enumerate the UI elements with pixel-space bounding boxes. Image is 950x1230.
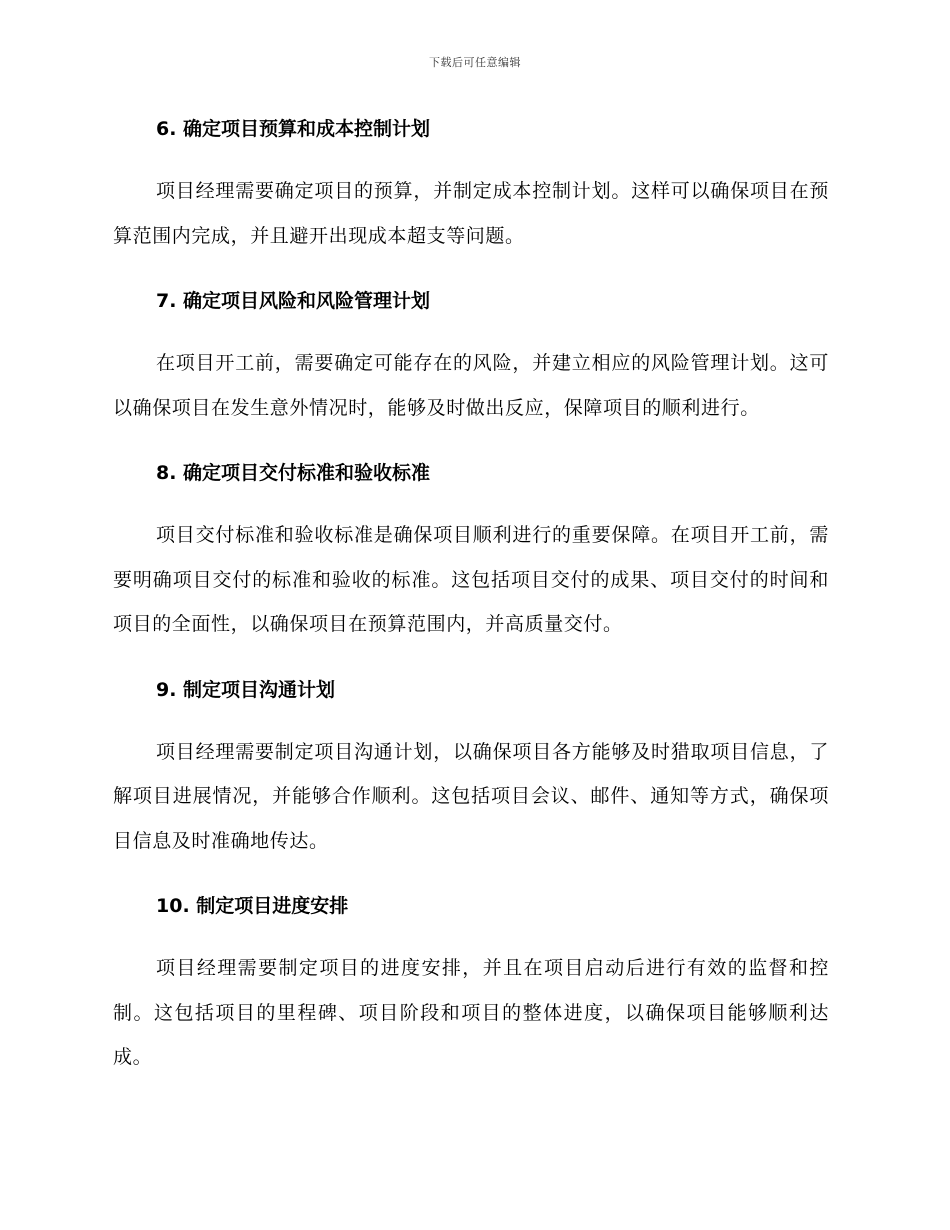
section-paragraph: 项目经理需要确定项目的预算，并制定成本控制计划。这样可以确保项目在预算范围内完成，并且避开出现成本超支等问题。 — [113, 180, 829, 247]
section-heading: 8. 确定项目交付标准和验收标准 — [156, 462, 431, 484]
section-heading: 6. 确定项目预算和成本控制计划 — [156, 118, 431, 140]
section-10 — [113, 889, 829, 1080]
section-heading: 7. 确定项目风险和风险管理计划 — [156, 290, 431, 312]
section-paragraph: 项目交付标准和验收标准是确保项目顺利进行的重要保障。在项目开工前，需要明确项目交付的标准和验收的标准。这包括项目交付的成果、项目交付的时间和项目的全面性，以确保项目在预算范围内，并高质量交付。 — [113, 524, 829, 635]
section-6 — [113, 112, 829, 258]
document-body — [113, 112, 829, 1106]
section-heading: 10. 制定项目进度安排 — [156, 895, 349, 917]
section-heading: 9. 制定项目沟通计划 — [156, 678, 336, 701]
page-header: 下载后可任意编辑 — [429, 56, 521, 69]
section-8 — [113, 456, 829, 647]
section-9 — [113, 673, 829, 864]
section-paragraph: 项目经理需要制定项目沟通计划，以确保项目各方能够及时猎取项目信息，了解项目进展情况，并能够合作顺利。这包括项目会议、邮件、通知等方式，确保项目信息及时准确地传达。 — [113, 740, 829, 852]
section-paragraph: 在项目开工前，需要确定可能存在的风险，并建立相应的风险管理计划。这可以确保项目在发生意外情况时，能够及时做出反应，保障项目的顺利进行。 — [113, 352, 829, 419]
section-7 — [113, 284, 829, 430]
section-paragraph: 项目经理需要制定项目的进度安排，并且在项目启动后进行有效的监督和控制。这包括项目的里程碑、项目阶段和项目的整体进度，以确保项目能够顺利达成。 — [113, 957, 829, 1068]
